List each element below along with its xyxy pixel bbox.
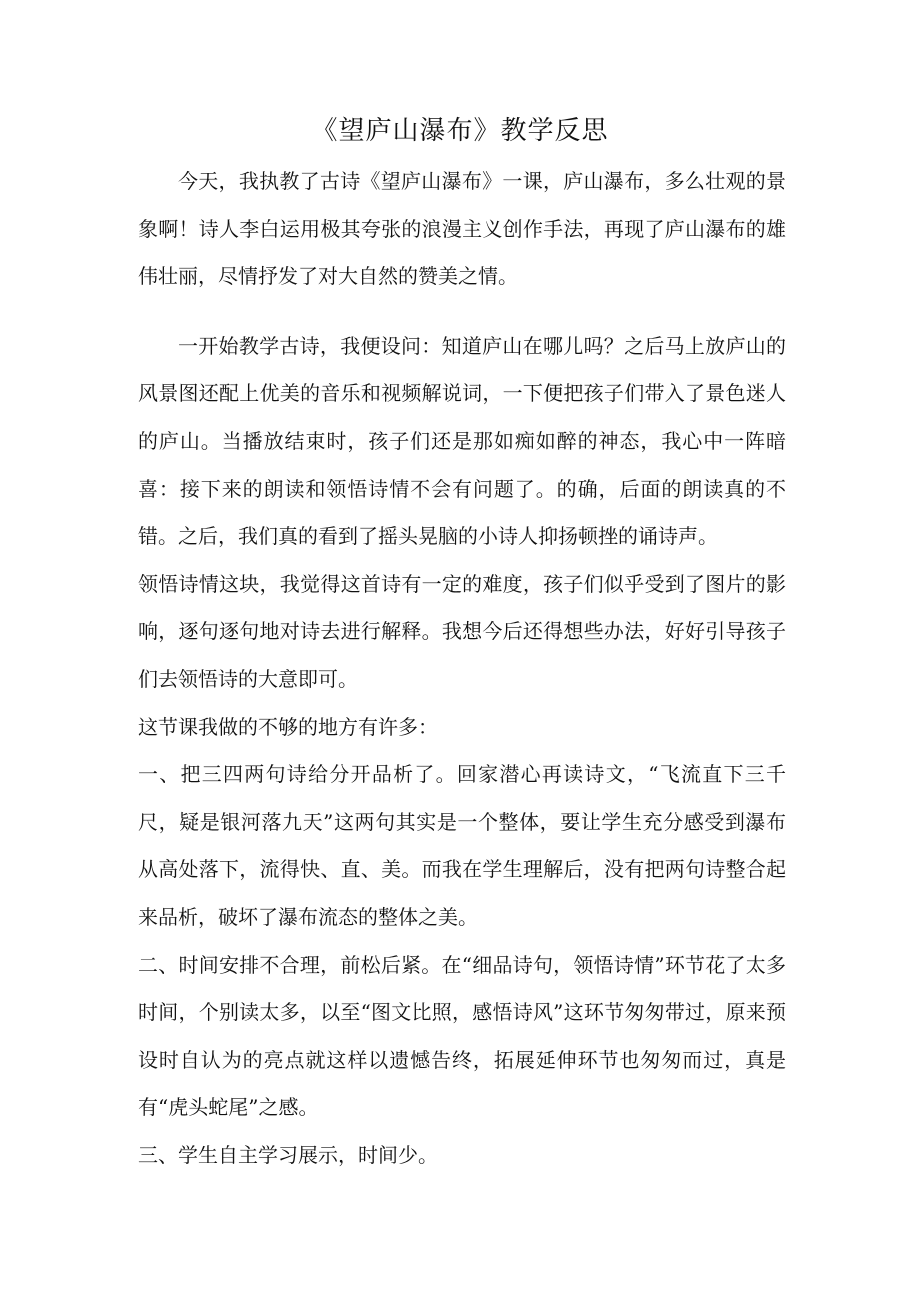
paragraph-teaching-start: 一开始教学古诗，我便设问：知道庐山在哪儿吗？之后马上放庐山的风景图还配上优美的音乐和视频解说词，一下便把孩子们带入了景色迷人的庐山。当播放结束时，孩子们还是那如痴如醉的神态，我心中一阵暗喜：接下来的朗读和领悟诗情不会有问题了。的确，后面的朗读真的不错。之后，我们真的看到了摇头晃脑的小诗人抑扬顿挫的诵诗声。 <box>138 333 786 549</box>
paragraph-shortcoming-one: 一、把三四两句诗给分开品析了。回家潜心再读诗文，“飞流直下三千尺，疑是银河落九天”这两句其实是一个整体，要让学生充分感受到瀑布从高处落下，流得快、直、美。而我在学生理解后，没有把两句诗整合起来品析，破坏了瀑布流态的整体之美。 <box>138 762 786 929</box>
paragraph-intro: 今天，我执教了古诗《望庐山瀑布》一课，庐山瀑布，多么壮观的景象啊！诗人李白运用极其夸张的浪漫主义创作手法，再现了庐山瀑布的雄伟壮丽，尽情抒发了对大自然的赞美之情。 <box>138 169 786 289</box>
paragraph-gap <box>138 301 786 323</box>
document-body <box>138 158 786 1179</box>
paragraph-poem-understanding: 领悟诗情这块，我觉得这首诗有一定的难度，孩子们似乎受到了图片的影响，逐句逐句地对诗去进行解释。我想今后还得想些办法，好好引导孩子们去领悟诗的大意即可。 <box>138 571 786 691</box>
paragraph-shortcoming-three: 三、学生自主学习展示，时间少。 <box>138 1142 438 1167</box>
page-title: 《望庐山瀑布》教学反思 <box>311 116 609 146</box>
paragraph-shortcoming-two: 二、时间安排不合理，前松后紧。在“细品诗句，领悟诗情”环节花了太多时间，个别读太多，以至“图文比照，感悟诗风”这环节匆匆带过，原来预设时自认为的亮点就这样以遗憾告终，拓展延伸环节也匆匆而过，真是有“虎头蛇尾”之感。 <box>138 952 786 1120</box>
paragraph-shortcomings-intro: 这节课我做的不够的地方有许多： <box>138 714 438 739</box>
